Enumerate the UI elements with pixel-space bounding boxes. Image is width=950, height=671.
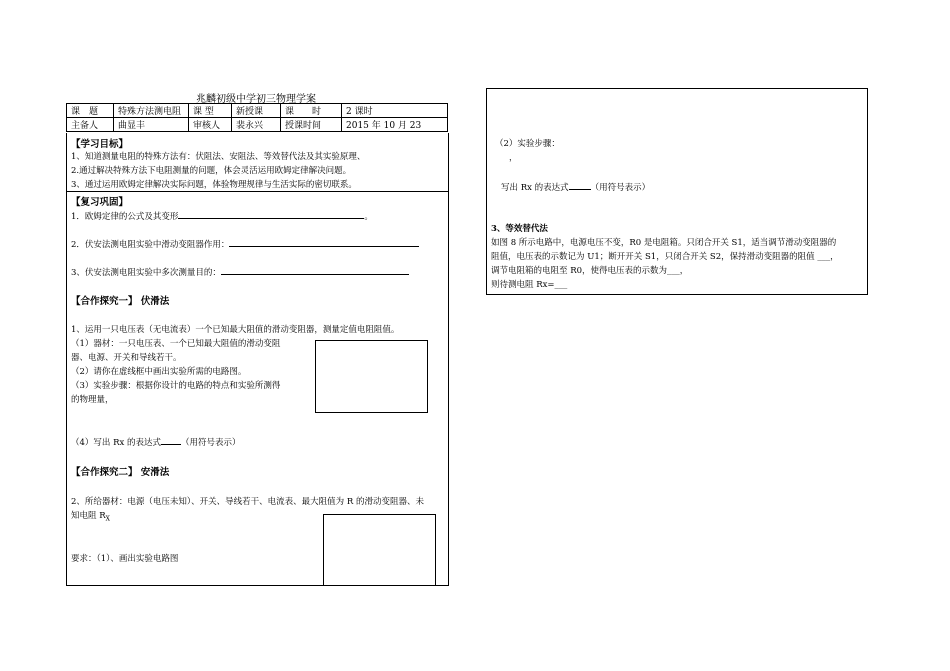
cell-topic-value: 特殊方法测电阻 <box>114 104 189 118</box>
right-rx-text: 写出 Rx 的表达式 <box>501 183 569 193</box>
explore2-line1: 2、所给器材：电源（电压未知）、开关、导线若干、电流表、最大阻值为 R 的滑动变阻器、未 <box>71 497 424 507</box>
explore1-line2: 器、电源、开关和导线若干。 <box>71 353 182 363</box>
circuit-drawing-box-2[interactable] <box>323 514 436 586</box>
cell-type-value: 新授课 <box>232 104 281 118</box>
explore1-line6-end: （用符号表示） <box>181 438 241 448</box>
right-para-line2: 阻值，电压表的示数记为 U1；断开开关 S1，只闭合开关 S2，保持滑动变阻器的阻值 ___， <box>491 252 839 262</box>
review-q2-text: 2．伏安法测电阻实验中滑动变阻器作用： <box>71 240 230 250</box>
explore1-line6 <box>71 435 241 448</box>
explore1-line3: （2）请你在虚线框中画出实验所需的电路图。 <box>71 367 247 377</box>
review-q3-text: 3、伏安法测电阻实验中多次测量目的： <box>71 268 221 278</box>
explore2-line2-sub: X <box>105 515 110 523</box>
review-q1-end: 。 <box>364 212 373 222</box>
right-para-line1: 如图 8 所示电路中，电源电压不变，R0 是电阻箱。只闭合开关 S1，适当调节滑动变阻器的 <box>491 238 837 248</box>
header-row-1 <box>67 104 448 118</box>
explore2-line3: 要求：（1）、画出实验电路图 <box>71 554 179 564</box>
explore1-heading: 【合作探究一】 伏滑法 <box>71 296 170 307</box>
explore1-line1: （1）器材：一只电压表、一个已知最大阻值的滑动变阻 <box>71 339 281 349</box>
cell-reviewer-value: 裴永兴 <box>232 118 281 132</box>
review-q2-blank[interactable] <box>229 237 419 247</box>
explore1-line6-text: （4）写出 Rx 的表达式 <box>71 438 162 448</box>
cell-author-label: 主备人 <box>67 118 114 132</box>
page-title: 兆麟初级中学初三物理学案 <box>196 94 316 105</box>
circuit-drawing-box-1[interactable] <box>315 340 428 413</box>
explore2-line2 <box>71 509 110 523</box>
right-para-line4: 则待测电阻 Rx=___ <box>491 280 568 290</box>
right-rx-end: （用符号表示） <box>590 183 651 193</box>
right-steps-label: （2）实验步骤： <box>495 139 560 149</box>
review-q1-text: 1．欧姆定律的公式及其变形 <box>71 212 179 222</box>
cell-topic-label: 课 题 <box>67 104 114 118</box>
explore2-heading: 【合作探究二】 安滑法 <box>71 467 170 478</box>
explore1-intro: 1、运用一只电压表（无电流表）一个已知最大阻值的滑动变阻器，测量定值电阻阻值。 <box>71 325 400 335</box>
right-section3-heading: 3、等效替代法 <box>491 224 548 234</box>
cell-reviewer-label: 审核人 <box>189 118 232 132</box>
left-body <box>66 133 449 586</box>
cell-date-label: 授课时间 <box>281 118 342 132</box>
right-steps-comma: ， <box>509 153 518 163</box>
review-q1-blank[interactable] <box>178 209 364 219</box>
goals-heading: 【学习目标】 <box>71 139 129 150</box>
cell-date-value: 2015 年 10 月 23 <box>342 118 448 132</box>
goal-item-1: 1、知道测量电阻的特殊方法有：伏阻法、安阻法、等效替代法及其实验原理、 <box>71 152 366 162</box>
cell-period-label: 课 时 <box>281 104 342 118</box>
right-rx-expression <box>501 180 650 193</box>
cell-type-label: 课 型 <box>189 104 232 118</box>
header-table <box>66 103 448 132</box>
right-para-line3: 调节电阻箱的电阻至 R0，使得电压表的示数为___， <box>491 266 689 276</box>
review-heading: 【复习巩固】 <box>71 197 129 208</box>
explore1-line5: 的物理量， <box>71 395 114 405</box>
right-rx-blank[interactable] <box>569 180 591 190</box>
explore1-line4: （3）实验步骤：根据你设计的电路的特点和实验所测得 <box>71 381 281 391</box>
explore1-rx-blank[interactable] <box>161 435 181 445</box>
goals-divider <box>67 191 448 192</box>
explore2-line2-text: 知电阻 R <box>71 511 106 521</box>
review-q3 <box>71 265 409 278</box>
cell-period-value: 2 课时 <box>342 104 448 118</box>
right-panel <box>486 88 868 295</box>
goal-item-3: 3、通过运用欧姆定律解决实际问题，体验物理规律与生活实际的密切联系。 <box>71 180 357 190</box>
review-q1 <box>71 209 373 222</box>
review-q3-blank[interactable] <box>221 265 409 275</box>
review-q2 <box>71 237 419 250</box>
cell-author-value: 曲显丰 <box>114 118 189 132</box>
header-row-2 <box>67 118 448 132</box>
goal-item-2: 2.通过解决特殊方法下电阻测量的问题，体会灵活运用欧姆定律解决问题。 <box>71 166 352 176</box>
